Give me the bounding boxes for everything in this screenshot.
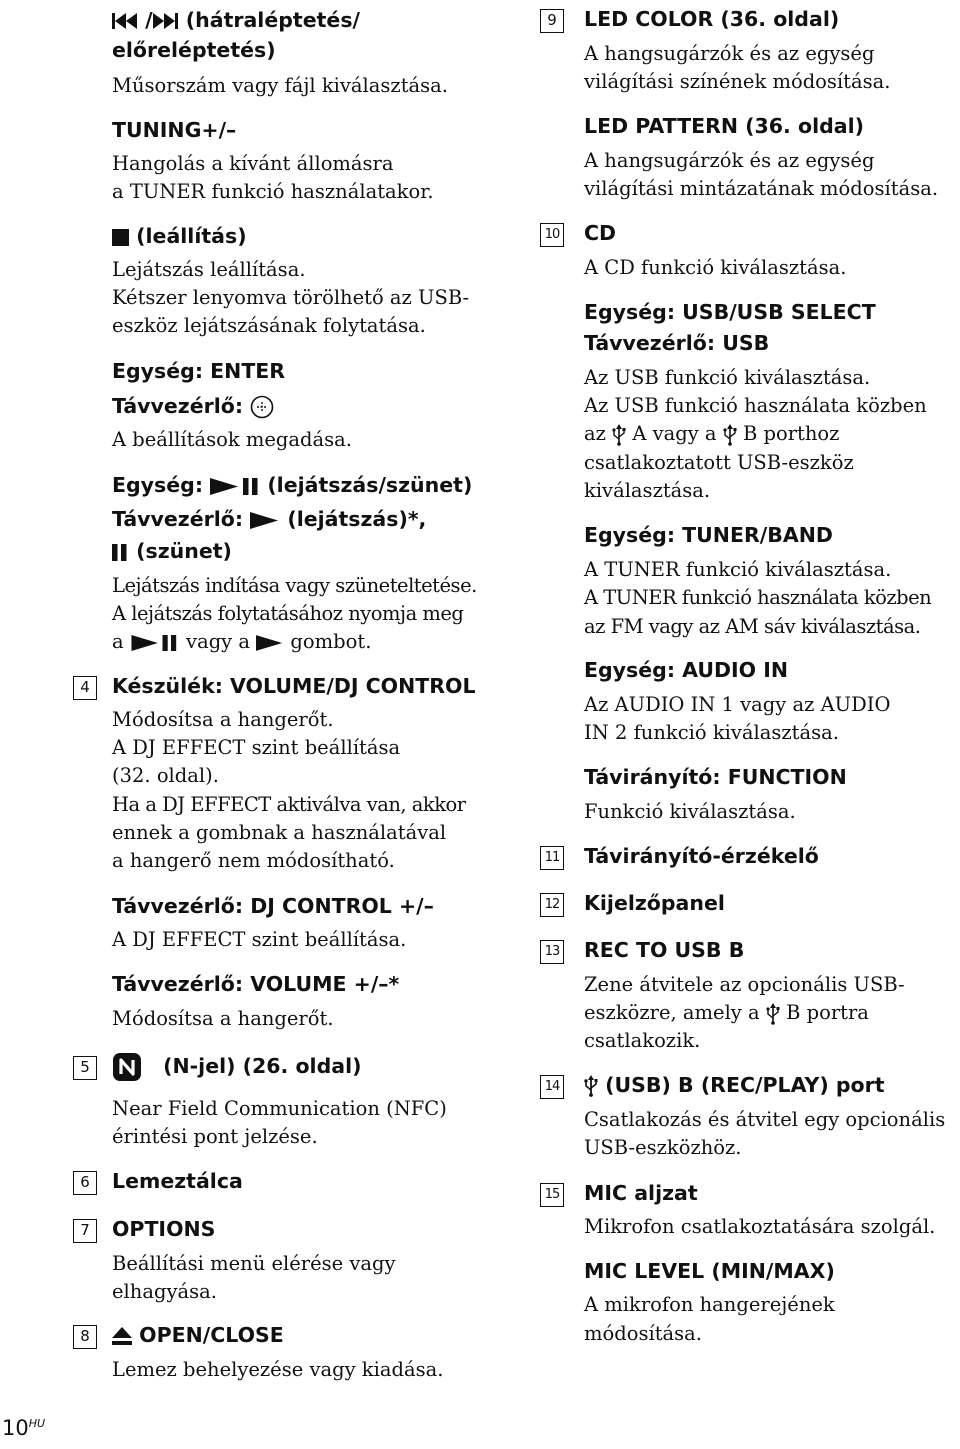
item-13-desc-3: csatlakozik.	[584, 1029, 701, 1052]
prev-next-desc: Műsorszám vagy fájl kiválasztása.	[112, 74, 448, 97]
usb-desc-2: Az USB funkció használata közben	[584, 394, 927, 417]
item-14-desc-2: USB-eszközhöz.	[584, 1136, 742, 1159]
usb-desc-3b: A vagy a	[632, 422, 717, 445]
enter-heading-unit: Egység: ENTER	[112, 359, 286, 383]
item-13-desc-1: Zene átvitele az opcionális USB-	[584, 973, 905, 996]
audio-in-heading: Egység: AUDIO IN	[584, 658, 789, 682]
enter-circle-icon	[250, 395, 274, 419]
play-desc-3c: gombot.	[290, 630, 372, 653]
play-pause-heading	[112, 469, 472, 501]
item-5-heading	[112, 1050, 361, 1082]
item-8-heading	[112, 1319, 284, 1351]
item-4-desc-5: ennek a gombnak a használatával	[112, 821, 447, 844]
item-7-number: 7	[73, 1219, 97, 1243]
prev-next-heading: / (hátraléptetés/	[112, 4, 360, 36]
usb-desc-3c: B porthoz	[742, 422, 840, 445]
item-10-desc: A CD funkció kiválasztása.	[584, 256, 847, 279]
item-15-number: 15	[540, 1183, 564, 1207]
item-8-desc: Lemez behelyezése vagy kiadása.	[112, 1358, 444, 1381]
play-desc-1: Lejátszás indítása vagy szüneteltetése.	[112, 574, 477, 597]
play-pause-icon-inline	[130, 635, 180, 651]
prev-next-title-2: előreléptetés)	[112, 38, 276, 62]
usb-icon	[612, 424, 626, 446]
item-12-heading: Kijelzőpanel	[584, 891, 725, 915]
item-14-number: 14	[540, 1075, 564, 1099]
item-4-desc-1: Módosítsa a hangerőt.	[112, 708, 334, 731]
mic-level-desc-1: A mikrofon hangerejének	[584, 1293, 835, 1316]
enter-desc: A beállítások megadása.	[112, 428, 352, 451]
item-4-heading: Készülék: VOLUME/DJ CONTROL	[112, 674, 476, 698]
page-number-value: 10	[2, 1416, 29, 1440]
volume-heading: Távvezérlő: VOLUME +/–*	[112, 972, 400, 996]
item-4-desc-3: (32. oldal).	[112, 764, 219, 787]
dj-control-desc: A DJ EFFECT szint beállítása.	[112, 928, 407, 951]
eject-icon	[112, 1327, 132, 1345]
play-unit-label: Egység:	[112, 473, 204, 497]
usb-desc-3	[584, 420, 839, 449]
item-5-desc-2: érintési pont jelzése.	[112, 1125, 318, 1148]
usb-heading-unit: Egység: USB/USB SELECT	[584, 300, 876, 324]
enter-heading-remote	[112, 390, 274, 422]
play-desc-2: A lejátszás folytatásához nyomja meg	[112, 602, 464, 625]
stop-heading	[112, 220, 247, 252]
tuner-desc-1: A TUNER funkció kiválasztása.	[584, 558, 892, 581]
audio-in-desc-2: IN 2 funkció kiválasztása.	[584, 721, 839, 744]
stop-title: (leállítás)	[136, 224, 247, 248]
usb-heading-remote: Távvezérlő: USB	[584, 331, 770, 355]
play-remote-label: Távvezérlő:	[112, 507, 244, 531]
item-4-desc-6: a hangerő nem módosítható.	[112, 849, 395, 872]
item-10-number: 10	[540, 223, 564, 247]
usb-icon	[723, 424, 737, 446]
volume-desc: Módosítsa a hangerőt.	[112, 1007, 334, 1030]
item-14-heading	[584, 1069, 885, 1101]
item-9-desc-2: világítási színének módosítása.	[584, 70, 891, 93]
next-icon	[153, 13, 179, 29]
tuning-desc-1: Hangolás a kívánt állomásra	[112, 152, 394, 175]
item-9-heading: LED COLOR (36. oldal)	[584, 7, 840, 31]
n-mark-icon	[112, 1052, 142, 1082]
item-8-number: 8	[73, 1325, 97, 1349]
play-pause-icon	[210, 478, 260, 495]
play-desc-3b: vagy a	[186, 630, 251, 653]
item-7-heading: OPTIONS	[112, 1217, 216, 1241]
item-13-number: 13	[540, 940, 564, 964]
item-15-desc: Mikrofon csatlakoztatására szolgál.	[584, 1215, 936, 1238]
usb-desc-5: kiválasztása.	[584, 479, 711, 502]
item-9-number: 9	[540, 9, 564, 33]
item-15-heading: MIC aljzat	[584, 1181, 698, 1205]
pause-title: (szünet)	[136, 539, 232, 563]
item-11-number: 11	[540, 846, 564, 870]
dj-control-heading: Távvezérlő: DJ CONTROL +/–	[112, 894, 434, 918]
play-desc-3	[112, 628, 371, 657]
item-7-desc-1: Beállítási menü elérése vagy	[112, 1252, 396, 1275]
function-heading: Távirányító: FUNCTION	[584, 765, 847, 789]
play-remote-heading	[112, 503, 426, 535]
usb-icon	[584, 1075, 598, 1097]
item-13-heading: REC TO USB B	[584, 938, 745, 962]
item-5-title: (N-jel) (26. oldal)	[163, 1054, 362, 1078]
tuner-heading: Egység: TUNER/BAND	[584, 523, 833, 547]
audio-in-desc-1: Az AUDIO IN 1 vagy az AUDIO	[584, 693, 891, 716]
usb-desc-4: csatlakoztatott USB-eszköz	[584, 451, 854, 474]
item-14-desc-1: Csatlakozás és átvitel egy opcionális	[584, 1108, 946, 1131]
item-8-title: OPEN/CLOSE	[139, 1323, 284, 1347]
stop-desc-3: eszköz lejátszásának folytatása.	[112, 314, 426, 337]
pause-heading	[112, 535, 232, 567]
tuner-desc-2: A TUNER funkció használata közben	[584, 586, 932, 609]
item-4-number: 4	[73, 676, 97, 700]
play-title: (lejátszás)*,	[287, 507, 427, 531]
play-desc-3a: a	[112, 630, 124, 653]
item-12-number: 12	[540, 893, 564, 917]
page-number	[2, 1416, 45, 1440]
mic-level-heading: MIC LEVEL (MIN/MAX)	[584, 1259, 835, 1283]
previous-icon	[112, 13, 138, 29]
stop-desc-1: Lejátszás leállítása.	[112, 258, 306, 281]
play-icon	[250, 512, 280, 529]
tuning-desc-2: a TUNER funkció használatakor.	[112, 180, 434, 203]
item-5-desc-1: Near Field Communication (NFC)	[112, 1097, 447, 1120]
item-7-desc-2: elhagyása.	[112, 1280, 217, 1303]
led-pattern-desc-2: világítási mintázatának módosítása.	[584, 177, 939, 200]
item-4-desc-4: Ha a DJ EFFECT aktiválva van, akkor	[112, 793, 466, 816]
item-13-desc-2a: eszközre, amely a	[584, 1001, 760, 1024]
stop-desc-2: Kétszer lenyomva törölhető az USB-	[112, 286, 470, 309]
usb-desc-3a: az	[584, 422, 606, 445]
prev-next-title: (hátraléptetés/	[185, 8, 361, 32]
enter-remote-label: Távvezérlő:	[112, 394, 244, 418]
item-10-heading: CD	[584, 221, 617, 245]
play-pause-title: (lejátszás/szünet)	[267, 473, 473, 497]
item-5-number: 5	[73, 1056, 97, 1080]
item-14-title: (USB) B (REC/PLAY) port	[605, 1073, 885, 1097]
led-pattern-desc-1: A hangsugárzók és az egység	[584, 149, 875, 172]
usb-icon	[766, 1003, 780, 1025]
led-pattern-heading: LED PATTERN (36. oldal)	[584, 114, 864, 138]
stop-icon	[112, 229, 129, 246]
item-13-desc-2b: B portra	[786, 1001, 869, 1024]
item-13-desc-2	[584, 999, 869, 1028]
function-desc: Funkció kiválasztása.	[584, 800, 796, 823]
tuner-desc-3: az FM vagy az AM sáv kiválasztása.	[584, 615, 921, 638]
usb-desc-1: Az USB funkció kiválasztása.	[584, 366, 871, 389]
item-4-desc-2: A DJ EFFECT szint beállítása	[112, 736, 401, 759]
item-11-heading: Távirányító-érzékelő	[584, 844, 819, 868]
pause-icon	[112, 544, 129, 561]
item-6-heading: Lemeztálca	[112, 1169, 243, 1193]
tuning-heading: TUNING+/–	[112, 118, 237, 142]
item-6-number: 6	[73, 1171, 97, 1195]
page-language: HU	[28, 1417, 46, 1430]
play-icon-inline	[256, 635, 284, 651]
mic-level-desc-2: módosítása.	[584, 1322, 702, 1345]
item-9-desc-1: A hangsugárzók és az egység	[584, 42, 875, 65]
